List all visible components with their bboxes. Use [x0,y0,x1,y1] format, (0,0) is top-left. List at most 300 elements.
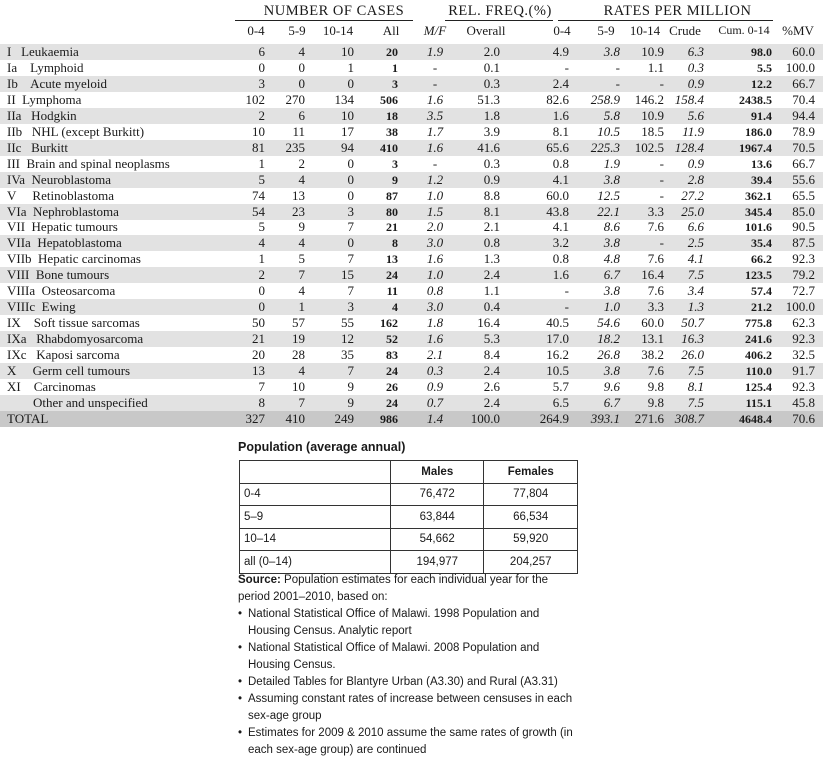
table-cell: 92.3 [792,378,815,394]
table-cell: 7 [347,219,354,235]
table-cell: 0.3 [483,75,500,91]
table-cell: 7.5 [687,363,704,378]
population-cell: 63,844 [391,506,484,529]
population-cell: Females [484,461,578,484]
population-row [240,551,578,574]
header-rule-relfreq [445,20,553,21]
table-cell: 1.3 [687,299,704,315]
table-cell: 146.2 [634,91,664,107]
table-cell: 7.6 [647,219,664,235]
table-cell: 393.1 [590,410,620,426]
table-cell: 16.4 [641,267,664,283]
table-cell: 10.5 [597,123,620,139]
column-header: All [382,23,400,38]
table-cell: 241.6 [745,332,772,347]
table-cell: 3.9 [483,123,500,139]
table-cell: 1.1 [647,59,664,75]
table-cell: 3 [392,76,398,91]
row-label: VIIIa Osteosarcoma [7,283,116,299]
table-cell: 406.2 [745,348,772,363]
table-cell: - [659,171,664,187]
table-cell: 91.7 [792,363,815,378]
table-cell: 1.1 [483,283,500,299]
table-cell: 12.5 [597,187,620,203]
table-cell: 92.3 [792,251,815,267]
table-cell: 80 [386,204,398,219]
table-cell: 60.0 [641,315,664,331]
table-cell: 1.6 [426,91,444,107]
table-cell: 3.3 [647,203,664,219]
table-cell: 158.4 [674,91,704,107]
table-cell: 20 [386,45,398,59]
table-cell: 5.3 [483,331,500,347]
table-cell: 7.6 [647,363,664,378]
row-label: XI Carcinomas [7,378,96,394]
table-row [0,379,823,395]
table-cell: 7.6 [647,251,664,267]
table-cell: 7 [298,394,305,410]
table-cell: 0.9 [687,155,704,171]
population-cell: 5–9 [240,506,391,529]
table-cell: 26 [386,379,398,394]
table-cell: 2.4 [483,394,500,410]
table-cell: 6.7 [603,394,620,410]
table-cell: 1.6 [426,331,444,347]
source-bullet: • National Statistical Office of Malawi. 2008 Population and Housing Census. [238,640,578,674]
table-cell: 0.9 [687,75,704,91]
table-cell: 1.0 [603,299,620,315]
row-label: V Retinoblastoma [7,187,115,203]
table-cell: 20 [252,347,265,363]
column-header: Cum. 0-14 [718,23,770,37]
table-cell: 79.2 [792,267,815,283]
source-text: Population estimates for each individual year for the period 2001–2010, based on: [238,574,549,603]
source-bullet: • Assuming constant rates of increase between censuses in each sex-age group [238,691,578,725]
table-cell: 0.3 [426,363,444,378]
table-cell: 235 [285,139,305,155]
row-label: I Leukaemia [7,44,79,59]
population-cell: 66,534 [484,506,578,529]
population-title: Population (average annual) [238,440,406,454]
table-cell: 1.4 [426,410,444,426]
table-cell: 0.9 [426,378,444,394]
population-cell: 77,804 [484,483,578,506]
table-cell: 57 [292,315,305,331]
table-cell: 11.9 [682,123,704,139]
column-header: 0-4 [247,23,265,38]
table-cell: 3.4 [687,283,704,299]
population-cell [240,461,391,484]
population-row [240,506,578,529]
population-panel [238,440,578,756]
table-cell: 7 [298,267,305,283]
table-cell: 1.8 [483,107,500,123]
table-cell: 264.9 [539,410,569,426]
table-cell: 25.0 [681,203,704,219]
table-cell: 7.6 [647,283,664,299]
table-row [0,267,823,283]
table-cell: 94 [341,139,354,155]
table-cell: 125.4 [745,379,772,394]
table-cell: 8.6 [603,219,620,235]
table-cell: 23 [292,203,305,219]
table-cell: 10.5 [546,363,569,378]
column-header: Overall [466,23,506,38]
table-cell: 74 [252,187,265,203]
row-label: IXc Kaposi sarcoma [7,347,120,363]
table-cell: 4.1 [687,251,704,267]
table-cell: 21 [386,220,398,235]
table-row [0,156,823,172]
table-cell: 66.7 [792,75,815,91]
table-cell: 70.6 [792,410,815,426]
table-cell: - [659,75,664,91]
row-label: TOTAL [7,410,49,426]
table-cell: 55 [341,315,354,331]
table-cell: 8.4 [483,347,500,363]
column-header: 0-4 [553,23,571,38]
source-bullet: • Detailed Tables for Blantyre Urban (A3.30) and Rural (A3.31) [238,674,578,691]
table-cell: 7 [258,378,265,394]
table-cell: 3.8 [603,283,620,299]
table-cell: 72.7 [792,283,815,299]
table-row [0,299,823,315]
table-cell: 0.8 [483,235,500,251]
table-cell: 12.2 [751,76,772,91]
table-cell: 1.6 [426,251,444,267]
table-cell: 1.6 [552,267,569,283]
table-cell: 5 [298,251,305,267]
population-cell: all (0–14) [240,551,391,574]
row-label: VIIa Hepatoblastoma [7,235,122,251]
table-cell: 10.9 [641,107,664,123]
table-cell: 4.1 [552,171,569,187]
table-cell: 65.5 [792,187,815,203]
table-cell: 0.9 [483,171,500,187]
table-cell: 0.8 [552,155,569,171]
table-cell: 2.6 [483,378,500,394]
table-cell: 2 [298,155,305,171]
table-cell: 7.5 [687,267,704,283]
table-cell: 3.2 [552,235,569,251]
row-label: X Germ cell tumours [7,363,131,378]
table-cell: 10 [292,378,305,394]
table-cell: 70.5 [792,139,815,155]
table-cell: 60.0 [546,187,569,203]
table-cell: 2.0 [483,44,500,59]
table-cell: 3.0 [426,299,444,315]
row-label: III Brain and spinal neoplasms [7,155,170,171]
table-cell: 101.6 [745,220,772,235]
table-cell: 775.8 [745,316,772,331]
table-cell: 22.1 [597,203,620,219]
table-row [0,331,823,347]
table-cell: 21.2 [751,300,772,315]
table-cell: 100.0 [785,59,815,75]
table-cell: 134 [334,91,354,107]
table-cell: 2.4 [483,363,500,378]
table-cell: 308.7 [674,410,704,426]
table-cell: 8.1 [552,123,569,139]
table-cell: 2.1 [483,219,500,235]
table-cell: 41.6 [477,139,500,155]
table-cell: 8 [392,236,398,251]
table-cell: 2 [258,267,265,283]
population-cell: 54,662 [391,528,484,551]
source-label: Source: [238,574,281,586]
table-cell: - [564,299,569,315]
table-cell: - [659,187,664,203]
table-cell: 24 [386,395,398,410]
table-cell: 102.5 [634,139,664,155]
column-header: 10-14 [322,23,354,38]
table-cell: 7 [347,251,354,267]
table-cell: - [615,75,620,91]
table-cell: 18.5 [641,123,664,139]
table-cell: 4.9 [552,44,569,59]
table-cell: 6 [298,107,305,123]
table-cell: 9 [347,378,354,394]
row-label: Ib Acute myeloid [7,75,108,91]
table-cell: 4 [298,283,305,299]
table-cell: 24 [386,364,398,378]
table-row [0,204,823,220]
table-cell: 5.7 [552,378,569,394]
population-cell: 59,920 [484,528,578,551]
table-cell: 1.3 [483,251,500,267]
table-cell: 3.3 [647,299,664,315]
table-cell: 1.6 [426,139,444,155]
table-cell: 3.8 [603,44,620,59]
table-cell: 1.5 [426,203,444,219]
table-cell: 54 [252,203,265,219]
table-row [0,315,823,331]
table-cell: 345.4 [745,204,772,219]
table-cell: 410 [380,140,398,155]
table-cell: 87.5 [792,235,815,251]
table-cell: 90.5 [792,219,815,235]
table-cell: 91.4 [751,108,772,123]
population-cell: 10–14 [240,528,391,551]
table-cell: 3 [347,203,354,219]
table-cell: 5.8 [603,107,620,123]
table-cell: 87 [386,188,398,203]
table-cell: 10 [341,107,354,123]
table-cell: 35 [341,347,354,363]
row-label: IIa Hodgkin [7,107,77,123]
table-cell: 4 [298,363,305,378]
table-cell: 39.4 [751,172,772,187]
table-cell: 2.4 [552,75,569,91]
table-cell: 4.8 [603,251,620,267]
table-cell: 40.5 [546,315,569,331]
table-cell: 52 [386,332,398,347]
row-label: IX Soft tissue sarcomas [7,315,140,331]
row-label: IXa Rhabdomyosarcoma [7,331,144,347]
table-cell: 0.7 [426,394,444,410]
table-cell: 2.5 [687,235,704,251]
table-cell: 18 [386,108,398,123]
table-cell: 0 [298,75,305,91]
table-cell: 1.0 [426,187,444,203]
table-cell: 4 [298,171,305,187]
table-cell: 3.8 [603,171,620,187]
table-cell: 986 [380,411,398,426]
table-cell: 3.0 [426,235,444,251]
table-cell: 51.3 [477,91,500,107]
table-cell: 3.5 [426,107,444,123]
row-label: Ia Lymphoid [7,59,84,75]
population-cell: Males [391,461,484,484]
table-cell: 70.4 [792,91,815,107]
table-cell: 4 [298,44,305,59]
table-cell: 50.7 [681,315,704,331]
header-rel-freq: REL. FREQ.(%) [448,3,552,19]
table-cell: 0 [347,155,354,171]
table-row [0,188,823,204]
table-cell: 1.9 [426,44,444,59]
table-cell: 225.3 [590,139,620,155]
table-cell: 0.3 [687,59,704,75]
table-cell: 3.8 [603,235,620,251]
source-bullet: • National Statistical Office of Malawi. 1998 Population and Housing Census. Analytic report [238,606,578,640]
table-cell: 2.8 [687,171,704,187]
table-cell: 2438.5 [739,92,772,107]
table-cell: 7 [347,283,354,299]
table-cell: 6.5 [552,394,569,410]
table-cell: 0 [347,171,354,187]
row-label: IIc Burkitt [7,139,69,155]
table-cell: 128.4 [674,139,704,155]
table-cell: - [432,75,438,91]
table-cell: 16.4 [477,315,500,331]
table-cell: 13.6 [751,156,772,171]
table-row [0,172,823,188]
table-cell: 54.6 [597,315,620,331]
table-cell: 100.0 [470,410,500,426]
header-rule-cases [235,20,413,21]
table-cell: - [432,155,438,171]
table-cell: 10 [252,123,265,139]
table-cell: 4 [392,300,398,315]
population-table [239,460,578,574]
table-cell: 21 [252,331,265,347]
population-cell: 204,257 [484,551,578,574]
table-cell: 4 [258,235,265,251]
table-cell: 9.6 [603,378,620,394]
header-number-of-cases: NUMBER OF CASES [263,3,405,19]
total-row [0,411,823,427]
table-cell: 0 [258,283,265,299]
table-cell: 162 [380,316,398,331]
row-label: IIb NHL (except Burkitt) [7,123,145,139]
table-cell: 1.2 [426,171,444,187]
table-row [0,395,823,411]
population-cell: 76,472 [391,483,484,506]
table-row [0,108,823,124]
table-cell: 1 [258,251,265,267]
column-header: Crude [669,23,701,38]
table-cell: 28 [292,347,305,363]
table-cell: 19 [292,331,305,347]
table-cell: 15 [341,267,354,283]
table-cell: 0 [258,59,265,75]
table-cell: 13.1 [641,331,664,347]
table-cell: 6.6 [687,219,704,235]
table-cell: 4648.4 [739,411,772,426]
table-cell: 13 [292,187,305,203]
table-cell: 12 [341,331,354,347]
table-cell: 6.7 [603,267,620,283]
table-cell: 9 [347,394,354,410]
table-cell: 45.8 [792,394,815,410]
table-row [0,140,823,156]
header-rates-per-million: RATES PER MILLION [603,3,752,19]
table-cell: 11 [292,123,305,139]
table-cell: 9.8 [647,394,664,410]
table-cell: - [615,59,620,75]
table-cell: 83 [386,348,398,363]
table-cell: 506 [380,92,398,107]
table-cell: 24 [386,268,398,283]
table-cell: 9 [392,172,398,187]
column-header: 10-14 [629,23,661,38]
table-cell: 1.6 [552,107,569,123]
table-cell: 1.0 [426,267,444,283]
table-cell: 66.2 [751,252,772,267]
table-cell: 123.5 [745,268,772,283]
table-cell: 18.2 [597,331,620,347]
table-cell: 8.8 [483,187,500,203]
table-cell: 9 [298,219,305,235]
table-cell: 102 [245,91,265,107]
table-cell: 2 [258,107,265,123]
table-cell: 2.4 [483,267,500,283]
population-row [240,528,578,551]
table-cell: 1 [392,60,398,75]
table-cell: 0.1 [483,59,500,75]
table-cell: 362.1 [745,188,772,203]
column-header: %MV [782,23,814,38]
population-row [240,483,578,506]
table-cell: 0.8 [552,251,569,267]
table-cell: - [659,235,664,251]
table-cell: 0.8 [426,283,444,299]
source-notes [238,572,578,759]
table-cell: 8.1 [687,378,704,394]
table-cell: 115.1 [745,395,772,410]
table-cell: 1 [347,59,354,75]
table-cell: 5.5 [757,60,772,75]
population-cell: 0-4 [240,483,391,506]
table-row [0,92,823,108]
column-header: 5-9 [597,23,615,38]
table-row [0,219,823,235]
table-cell: 7 [347,363,354,378]
table-cell: 60.0 [792,44,815,59]
table-cell: 6 [258,44,265,59]
table-cell: 3 [347,299,354,315]
table-row [0,60,823,76]
table-cell: 17.0 [546,331,569,347]
source-bullet: • Estimates for 2009 & 2010 assume the same rates of growth (in each sex-age group) are continued [238,725,578,759]
table-cell: 26.8 [597,347,620,363]
table-cell: 13 [386,252,398,267]
population-cell: 194,977 [391,551,484,574]
table-cell: 32.5 [792,347,815,363]
source-intro [238,572,578,606]
table-cell: 3 [392,156,398,171]
